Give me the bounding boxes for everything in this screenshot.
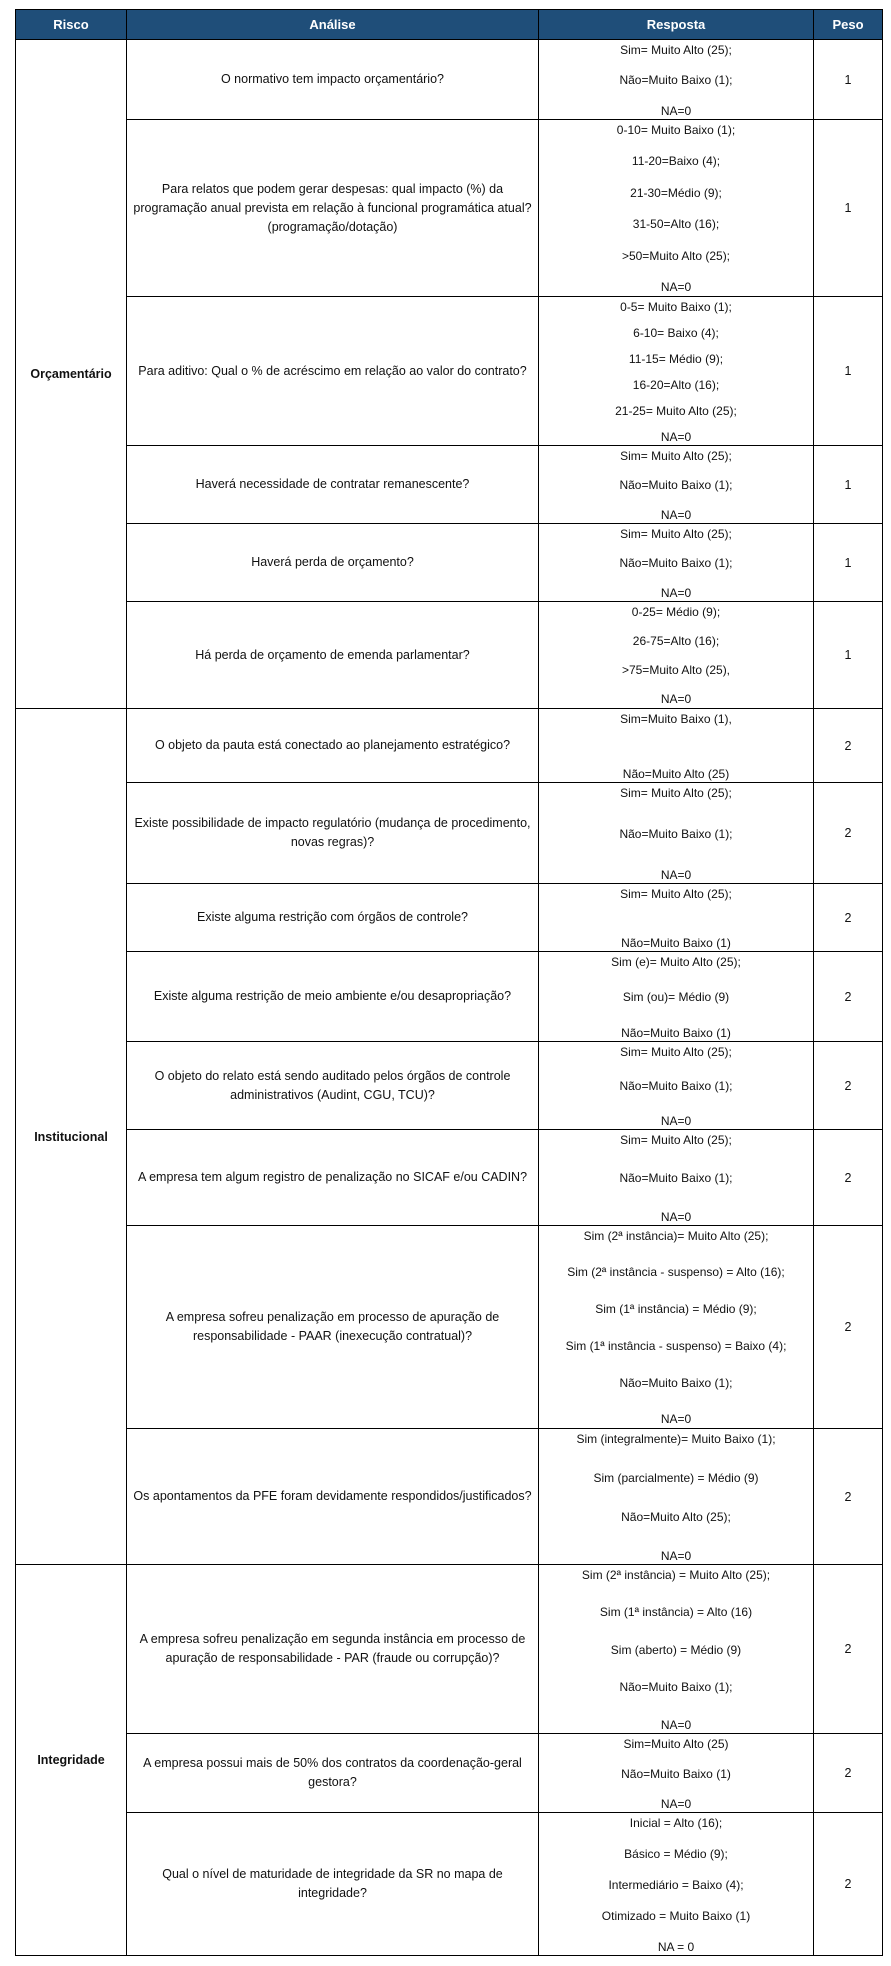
response-option: >50=Muito Alto (25); [621, 248, 731, 263]
weight-cell: 2 [814, 1429, 883, 1565]
response-options-list [539, 525, 813, 601]
weight-cell: 2 [814, 1042, 883, 1130]
table-row [16, 1813, 883, 1956]
table-row [16, 1565, 883, 1734]
response-option: Não=Muito Baixo (1); [619, 1079, 733, 1093]
response-options-list [539, 1131, 813, 1225]
weight-cell: 2 [814, 1813, 883, 1956]
response-option: NA=0 [660, 280, 692, 295]
weight-cell: 2 [814, 783, 883, 884]
analysis-question-cell: Os apontamentos da PFE foram devidamente respondidos/justificados? [127, 1429, 539, 1565]
response-option: Sim (1ª instância) = Alto (16) [599, 1605, 753, 1619]
analysis-question-cell: Haverá perda de orçamento? [127, 524, 539, 602]
response-option: Sim (integralmente)= Muito Baixo (1); [576, 1431, 776, 1446]
table-row [16, 783, 883, 884]
response-options-list [539, 710, 813, 782]
table-row [16, 1042, 883, 1130]
response-option: Sim (1ª instância - suspenso) = Baixo (4); [565, 1338, 787, 1353]
analysis-question-cell: O objeto da pauta está conectado ao planejamento estratégico? [127, 709, 539, 783]
weight-cell: 1 [814, 446, 883, 524]
weight-cell: 1 [814, 40, 883, 120]
response-option: Não=Muito Baixo (1); [619, 556, 733, 570]
analysis-question-cell: Há perda de orçamento de emenda parlamentar? [127, 602, 539, 709]
risk-matrix-table [15, 9, 883, 1956]
response-option: 21-25= Muito Alto (25); [615, 403, 737, 418]
response-options-list [539, 1043, 813, 1129]
response-option: Não=Muito Baixo (1); [619, 1680, 733, 1694]
analysis-question-cell: O objeto do relato está sendo auditado pelos órgãos de controle administrativos (Audint, CGU, TCU)? [127, 1042, 539, 1130]
weight-cell: 1 [814, 602, 883, 709]
response-option: Sim (aberto) = Médio (9) [610, 1642, 742, 1657]
response-option: NA=0 [660, 1412, 692, 1427]
response-option: Sim= Muito Alto (25); [620, 886, 732, 901]
risk-category-cell: Orçamentário [16, 40, 127, 709]
weight-cell: 2 [814, 952, 883, 1042]
table-row [16, 709, 883, 783]
analysis-question-cell: A empresa possui mais de 50% dos contratos da coordenação-geral gestora? [127, 1734, 539, 1813]
response-options-list [539, 953, 813, 1041]
response-option: Otimizado = Muito Baixo (1) [601, 1908, 751, 1923]
response-option: Não=Muito Baixo (1) [621, 935, 731, 950]
response-options-list [539, 447, 813, 523]
table-header-row [16, 10, 883, 40]
weight-cell: 2 [814, 709, 883, 783]
table-row [16, 524, 883, 602]
response-option: NA = 0 [657, 1939, 695, 1954]
response-options-cell [539, 952, 814, 1042]
table-row [16, 120, 883, 297]
response-option: Não=Muito Alto (25); [621, 1509, 731, 1524]
response-options-cell [539, 709, 814, 783]
analysis-question-cell: A empresa tem algum registro de penalização no SICAF e/ou CADIN? [127, 1130, 539, 1226]
response-option: Sim (parcialmente) = Médio (9) [593, 1470, 759, 1485]
table-row [16, 952, 883, 1042]
response-option: NA=0 [660, 692, 692, 707]
response-option: NA=0 [660, 1796, 692, 1811]
table-row [16, 1226, 883, 1429]
response-options-list [539, 121, 813, 296]
response-options-cell [539, 1734, 814, 1813]
response-options-cell [539, 1042, 814, 1130]
response-option: Não=Muito Baixo (1) [621, 1766, 731, 1781]
response-option: 11-15= Médio (9); [628, 351, 724, 366]
table-row [16, 446, 883, 524]
response-option: Sim= Muito Alto (25); [620, 448, 732, 463]
response-options-cell [539, 297, 814, 446]
response-option: Não=Muito Baixo (1) [621, 1025, 731, 1040]
response-option: Sim (2ª instância - suspenso) = Alto (16); [567, 1265, 785, 1280]
weight-cell: 1 [814, 297, 883, 446]
response-option: Inicial = Alto (16); [629, 1815, 723, 1830]
response-option: NA=0 [660, 1113, 692, 1128]
weight-cell: 2 [814, 1130, 883, 1226]
response-option: Sim (2ª instância) = Muito Alto (25); [581, 1567, 771, 1582]
response-option: Sim= Muito Alto (25); [620, 785, 732, 800]
weight-cell: 2 [814, 1226, 883, 1429]
table-row [16, 884, 883, 952]
response-options-cell [539, 884, 814, 952]
response-option: Não=Muito Baixo (1); [619, 1375, 733, 1390]
header-resposta: Resposta [539, 10, 814, 40]
weight-cell: 2 [814, 1734, 883, 1813]
response-options-cell [539, 1429, 814, 1565]
response-options-list [539, 1430, 813, 1564]
response-options-list [539, 1566, 813, 1733]
risk-category-cell: Integridade [16, 1565, 127, 1956]
response-options-cell [539, 1130, 814, 1226]
analysis-question-cell: Para aditivo: Qual o % de acréscimo em relação ao valor do contrato? [127, 297, 539, 446]
table-row [16, 40, 883, 120]
response-option: 0-5= Muito Baixo (1); [620, 299, 732, 314]
response-option: 6-10= Baixo (4); [633, 325, 719, 340]
response-option: Sim=Muito Baixo (1), [620, 711, 732, 726]
response-options-list [539, 603, 813, 708]
weight-cell: 1 [814, 120, 883, 297]
table-row [16, 1734, 883, 1813]
response-options-cell [539, 783, 814, 884]
response-options-cell [539, 524, 814, 602]
response-option: 21-30=Médio (9); [630, 185, 722, 200]
response-options-list [539, 784, 813, 883]
response-option: NA=0 [660, 429, 692, 444]
response-option: Sim= Muito Alto (25); [620, 42, 732, 57]
response-option: NA=0 [660, 1209, 692, 1224]
response-option: Não=Muito Baixo (1); [619, 826, 733, 841]
header-analise: Análise [127, 10, 539, 40]
response-option: NA=0 [660, 585, 692, 600]
response-option: 0-10= Muito Baixo (1); [616, 122, 736, 137]
response-option: Sim= Muito Alto (25); [620, 1132, 732, 1147]
response-option: Intermediário = Baixo (4); [608, 1877, 744, 1892]
analysis-question-cell: O normativo tem impacto orçamentário? [127, 40, 539, 120]
analysis-question-cell: Existe possibilidade de impacto regulatório (mudança de procedimento, novas regras)? [127, 783, 539, 884]
response-options-list [539, 298, 813, 445]
header-risco: Risco [16, 10, 127, 40]
header-peso: Peso [814, 10, 883, 40]
analysis-question-cell: Haverá necessidade de contratar remanescente? [127, 446, 539, 524]
response-option: 0-25= Médio (9); [631, 604, 721, 619]
response-option: Sim (2ª instância)= Muito Alto (25); [583, 1228, 769, 1243]
response-option: Sim= Muito Alto (25); [620, 526, 732, 541]
response-option: >75=Muito Alto (25), [621, 663, 731, 678]
table-row [16, 1429, 883, 1565]
response-option: NA=0 [660, 1548, 692, 1563]
analysis-question-cell: Para relatos que podem gerar despesas: qual impacto (%) da programação anual prevista em relação à funcional programática atual? (programação/dotação) [127, 120, 539, 297]
response-option: Não=Muito Alto (25) [622, 766, 730, 781]
response-options-list [539, 1814, 813, 1955]
response-options-cell [539, 1226, 814, 1429]
table-row [16, 297, 883, 446]
response-options-cell [539, 602, 814, 709]
response-options-list [539, 1227, 813, 1428]
response-option: Básico = Médio (9); [624, 1846, 728, 1861]
response-option: Não=Muito Baixo (1); [619, 73, 733, 87]
response-option: 31-50=Alto (16); [632, 217, 720, 232]
weight-cell: 2 [814, 1565, 883, 1734]
response-option: NA=0 [660, 103, 692, 118]
response-option: Sim (ou)= Médio (9) [622, 990, 730, 1004]
response-option: 16-20=Alto (16); [632, 377, 720, 392]
response-option: Não=Muito Baixo (1); [619, 478, 733, 492]
analysis-question-cell: Qual o nível de maturidade de integridade da SR no mapa de integridade? [127, 1813, 539, 1956]
response-options-list [539, 41, 813, 119]
response-options-cell [539, 1565, 814, 1734]
response-option: NA=0 [660, 867, 692, 882]
response-options-list [539, 1735, 813, 1812]
analysis-question-cell: Existe alguma restrição com órgãos de controle? [127, 884, 539, 952]
response-options-cell [539, 120, 814, 297]
response-options-cell [539, 1813, 814, 1956]
response-option: NA=0 [660, 507, 692, 522]
response-option: Sim (1ª instância) = Médio (9); [595, 1302, 757, 1317]
response-option: Não=Muito Baixo (1); [619, 1171, 733, 1185]
analysis-question-cell: A empresa sofreu penalização em processo de apuração de responsabilidade - PAAR (inexecução contratual)? [127, 1226, 539, 1429]
response-option: Sim=Muito Alto (25) [623, 1736, 729, 1751]
risk-category-cell: Institucional [16, 709, 127, 1565]
table-row [16, 1130, 883, 1226]
response-option: Sim (e)= Muito Alto (25); [611, 954, 741, 969]
response-option: NA=0 [660, 1717, 692, 1732]
response-option: Sim= Muito Alto (25); [620, 1044, 732, 1059]
analysis-question-cell: Existe alguma restrição de meio ambiente e/ou desapropriação? [127, 952, 539, 1042]
weight-cell: 1 [814, 524, 883, 602]
response-options-list [539, 885, 813, 951]
response-option: 26-75=Alto (16); [632, 633, 720, 648]
table-row [16, 602, 883, 709]
analysis-question-cell: A empresa sofreu penalização em segunda instância em processo de apuração de responsabilidade - PAR (fraude ou corrupção)? [127, 1565, 539, 1734]
weight-cell: 2 [814, 884, 883, 952]
response-option: 11-20=Baixo (4); [631, 154, 721, 169]
response-options-cell [539, 40, 814, 120]
table-body [16, 40, 883, 1956]
response-options-cell [539, 446, 814, 524]
